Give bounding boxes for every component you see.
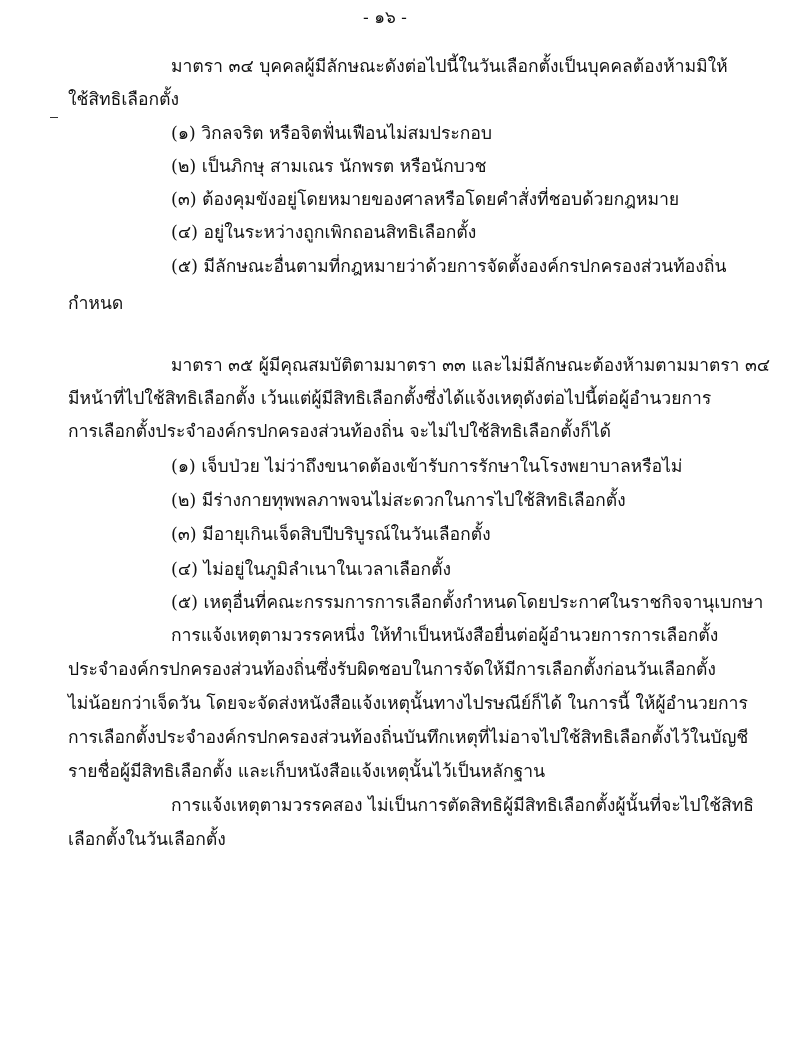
section-35-para3-line-1: การแจ้งเหตุตามวรรคสอง ไม่เป็นการตัดสิทธิผู้มีสิทธิเลือกตั้งผู้นั้นที่จะไปใช้สิทธิ — [171, 796, 754, 816]
section-34-item-2: (๒) เป็นภิกษุ สามเณร นักพรต หรือนักบวช — [171, 157, 487, 177]
section-35-heading: มาตรา ๓๕ ผู้มีคุณสมบัติตามมาตรา ๓๓ และไม่มีลักษณะต้องห้ามตามมาตรา ๓๔ — [171, 356, 771, 376]
section-35-item-3: (๓) มีอายุเกินเจ็ดสิบปีบริบูรณ์ในวันเลือกตั้ง — [171, 525, 491, 545]
section-34-item-5-cont: กำหนด — [68, 294, 124, 314]
section-34-heading: มาตรา ๓๔ บุคคลผู้มีลักษณะดังต่อไปนี้ในวันเลือกตั้งเป็นบุคคลต้องห้ามมิให้ — [171, 57, 728, 77]
section-35-heading-cont-1: มีหน้าที่ไปใช้สิทธิเลือกตั้ง เว้นแต่ผู้มีสิทธิเลือกตั้งซึ่งได้แจ้งเหตุดังต่อไปนี้ต่อผู้อำนวยการ — [68, 389, 712, 409]
section-34-heading-cont: ใช้สิทธิเลือกตั้ง — [68, 90, 180, 110]
section-35-para2-line-5: รายชื่อผู้มีสิทธิเลือกตั้ง และเก็บหนังสือแจ้งเหตุนั้นไว้เป็นหลักฐาน — [68, 762, 546, 782]
section-35-para3-line-2: เลือกตั้งในวันเลือกตั้ง — [68, 830, 226, 850]
section-35-item-5: (๕) เหตุอื่นที่คณะกรรมการการเลือกตั้งกำหนดโดยประกาศในราชกิจจานุเบกษา — [171, 593, 764, 613]
section-35-para2-line-4: การเลือกตั้งประจำองค์กรปกครองส่วนท้องถิ่นบันทึกเหตุที่ไม่อาจไปใช้สิทธิเลือกตั้งไว้ในบัญชี — [68, 728, 749, 748]
section-35-heading-cont-2: การเลือกตั้งประจำองค์กรปกครองส่วนท้องถิ่น จะไม่ไปใช้สิทธิเลือกตั้งก็ได้ — [68, 422, 612, 442]
section-35-item-1: (๑) เจ็บป่วย ไม่ว่าถึงขนาดต้องเข้ารับการรักษาในโรงพยาบาลหรือไม่ — [171, 457, 683, 477]
section-34-item-3: (๓) ต้องคุมขังอยู่โดยหมายของศาลหรือโดยคำสั่งที่ชอบด้วยกฎหมาย — [171, 190, 680, 210]
section-34-item-5: (๕) มีลักษณะอื่นตามที่กฎหมายว่าด้วยการจัดตั้งองค์กรปกครองส่วนท้องถิ่น — [171, 257, 727, 277]
margin-mark — [50, 117, 58, 118]
section-34-item-1: (๑) วิกลจริต หรือจิตฟั่นเฟือนไม่สมประกอบ — [171, 124, 492, 144]
section-35-para2-line-2: ประจำองค์กรปกครองส่วนท้องถิ่นซึ่งรับผิดชอบในการจัดให้มีการเลือกตั้งก่อนวันเลือกตั้ง — [68, 660, 716, 680]
section-35-item-2: (๒) มีร่างกายทุพพลภาพจนไม่สะดวกในการไปใช้สิทธิเลือกตั้ง — [171, 491, 626, 511]
section-35-para2-line-3: ไม่น้อยกว่าเจ็ดวัน โดยจะจัดส่งหนังสือแจ้งเหตุนั้นทางไปรษณีย์ก็ได้ ในการนี้ ให้ผู้อำนวยการ — [68, 694, 748, 714]
section-35-item-4: (๔) ไม่อยู่ในภูมิลำเนาในเวลาเลือกตั้ง — [171, 560, 452, 580]
section-34-item-4: (๔) อยู่ในระหว่างถูกเพิกถอนสิทธิเลือกตั้ง — [171, 223, 477, 243]
section-35-para2-line-1: การแจ้งเหตุตามวรรคหนึ่ง ให้ทำเป็นหนังสือยื่นต่อผู้อำนวยการการเลือกตั้ง — [171, 626, 719, 646]
page-number: - ๑๖ - — [363, 8, 407, 28]
